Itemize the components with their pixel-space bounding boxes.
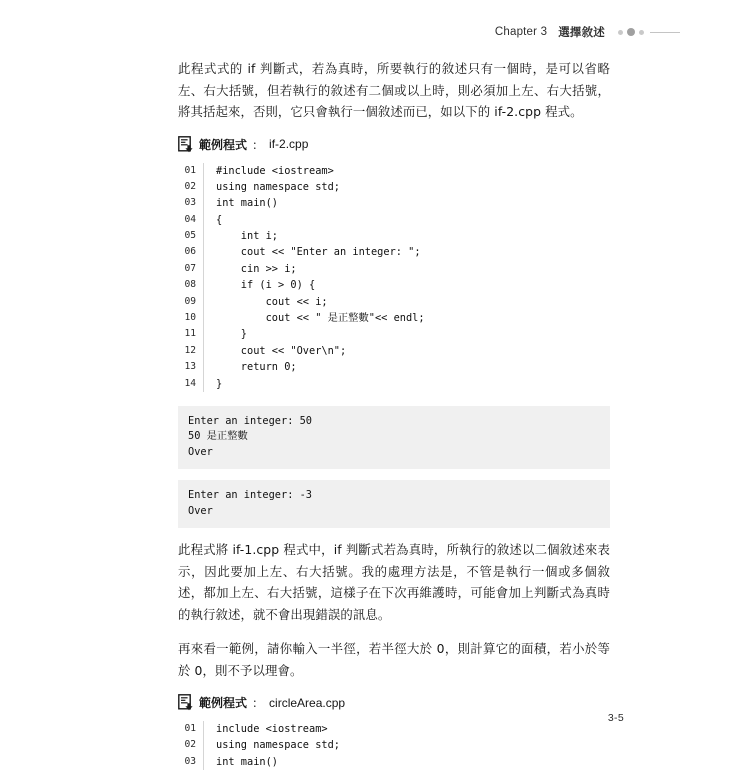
code-line: [178, 359, 610, 375]
code-line-number: 05: [178, 228, 204, 244]
output-line: Over: [188, 504, 213, 517]
code-line-text: }: [216, 328, 247, 341]
code-line: [178, 261, 610, 277]
code-line-text: cout << "Enter an integer: ";: [216, 246, 421, 259]
code-line-number: 02: [178, 737, 204, 753]
code-line-number: 02: [178, 179, 204, 195]
code-line: [178, 277, 610, 293]
sample-program-label-2: 範例程式: [199, 696, 248, 710]
page-number: 3-5: [607, 712, 624, 724]
code-line: [178, 737, 610, 753]
code-line-number: 11: [178, 326, 204, 342]
deco-rule: [650, 32, 680, 33]
sample-program-filename-1: if-2.cpp: [269, 137, 309, 151]
code-line: [178, 195, 610, 211]
code-line-text: return 0;: [216, 361, 297, 374]
code-line-number: 12: [178, 343, 204, 359]
sample-program-label-1: 範例程式: [199, 137, 248, 152]
code-line-number: 01: [178, 163, 204, 179]
code-line-text: int i;: [216, 230, 278, 243]
deco-dot-small-right: [639, 30, 644, 35]
code-line-text: using namespace std;: [216, 739, 340, 752]
code-listing-1: [178, 159, 610, 396]
code-line-number: 01: [178, 721, 204, 737]
code-line: [178, 721, 610, 737]
page-content: [178, 58, 610, 784]
code-line-number: 06: [178, 244, 204, 260]
code-line: [178, 310, 610, 326]
paragraph-next-example: 再來看一範例，請你輸入一半徑，若半徑大於 0，則計算它的面積，若小於等於 0，則不予以理會。: [178, 641, 610, 678]
console-output-2: [178, 480, 610, 528]
code-line: [178, 212, 610, 228]
code-line: [178, 294, 610, 310]
paragraph-intro: 此程式式的 if 判斷式，若為真時，所要執行的敘述只有一個時，是可以省略左、右大括號，但若執行的敘述有二個或以上時，則必須加上左、右大括號，將其括起來，否則，它只會執行一個敘述而已，如以下的 if-2.cpp 程式。: [178, 61, 610, 119]
code-line-text: cout << i;: [216, 295, 328, 308]
code-line: [178, 228, 610, 244]
code-line-text: cout << "Over\n";: [216, 344, 347, 357]
deco-dot-large: [627, 28, 635, 36]
code-line-text: int main(): [216, 197, 278, 210]
paragraph-explanation: 此程式將 if-1.cpp 程式中，if 判斷式若為真時，所執行的敘述以二個敘述來表示，因此要加上左、右大括號。我的處理方法是，不管是執行一個或多個敘述，都加上左、右大括號，這樣子在下次再維護時，可能會加上判斷式為真時的執行敘述，就不會出現錯誤的訊息。: [178, 542, 610, 622]
sample-program-separator-2: ：: [252, 696, 265, 710]
sample-program-filename-2: circleArea.cpp: [269, 695, 346, 710]
output-line: Over: [188, 445, 213, 458]
code-listing-2: [178, 717, 610, 774]
code-line: [178, 754, 610, 770]
code-line: [178, 163, 610, 179]
output-line: Enter an integer: -3: [188, 489, 312, 502]
code-line-number: 07: [178, 261, 204, 277]
sample-program-header-1: [178, 136, 610, 153]
console-output-1: [178, 406, 610, 469]
code-line: [178, 343, 610, 359]
code-line-text: }: [216, 377, 223, 390]
code-line-number: 10: [178, 310, 204, 326]
code-line: [178, 179, 610, 195]
code-line-text: using namespace std;: [216, 180, 340, 193]
code-line-text: include <iostream>: [216, 723, 328, 735]
program-listing-icon: [178, 136, 194, 153]
code-line-number: 14: [178, 376, 204, 392]
sample-program-separator-1: ：: [252, 137, 265, 152]
code-line: [178, 376, 610, 392]
header-chapter-label: Chapter 3: [494, 26, 548, 38]
code-line-text: {: [216, 213, 223, 226]
sample-program-header-2: [178, 694, 610, 711]
header-chapter-title: 選擇敘述: [558, 25, 605, 39]
code-line-text: int main(): [216, 755, 278, 768]
code-line-number: 09: [178, 294, 204, 310]
deco-dot-small-left: [618, 30, 623, 35]
output-line: 50 是正整數: [188, 430, 248, 443]
program-listing-icon: [178, 694, 194, 711]
running-header: [495, 24, 680, 40]
code-line: [178, 244, 610, 260]
code-line-number: 13: [178, 359, 204, 375]
code-line-number: 03: [178, 754, 204, 770]
code-line-text: cout << " 是正整數"<< endl;: [216, 312, 425, 325]
output-line: Enter an integer: 50: [188, 414, 312, 427]
header-decoration: [618, 28, 680, 36]
code-line-text: #include <iostream>: [216, 164, 334, 177]
code-line-number: 03: [178, 195, 204, 211]
code-line-number: 08: [178, 277, 204, 293]
code-line-number: 04: [178, 212, 204, 228]
code-line-text: cin >> i;: [216, 262, 297, 275]
code-line: [178, 326, 610, 342]
code-line-text: if (i > 0) {: [216, 279, 316, 292]
